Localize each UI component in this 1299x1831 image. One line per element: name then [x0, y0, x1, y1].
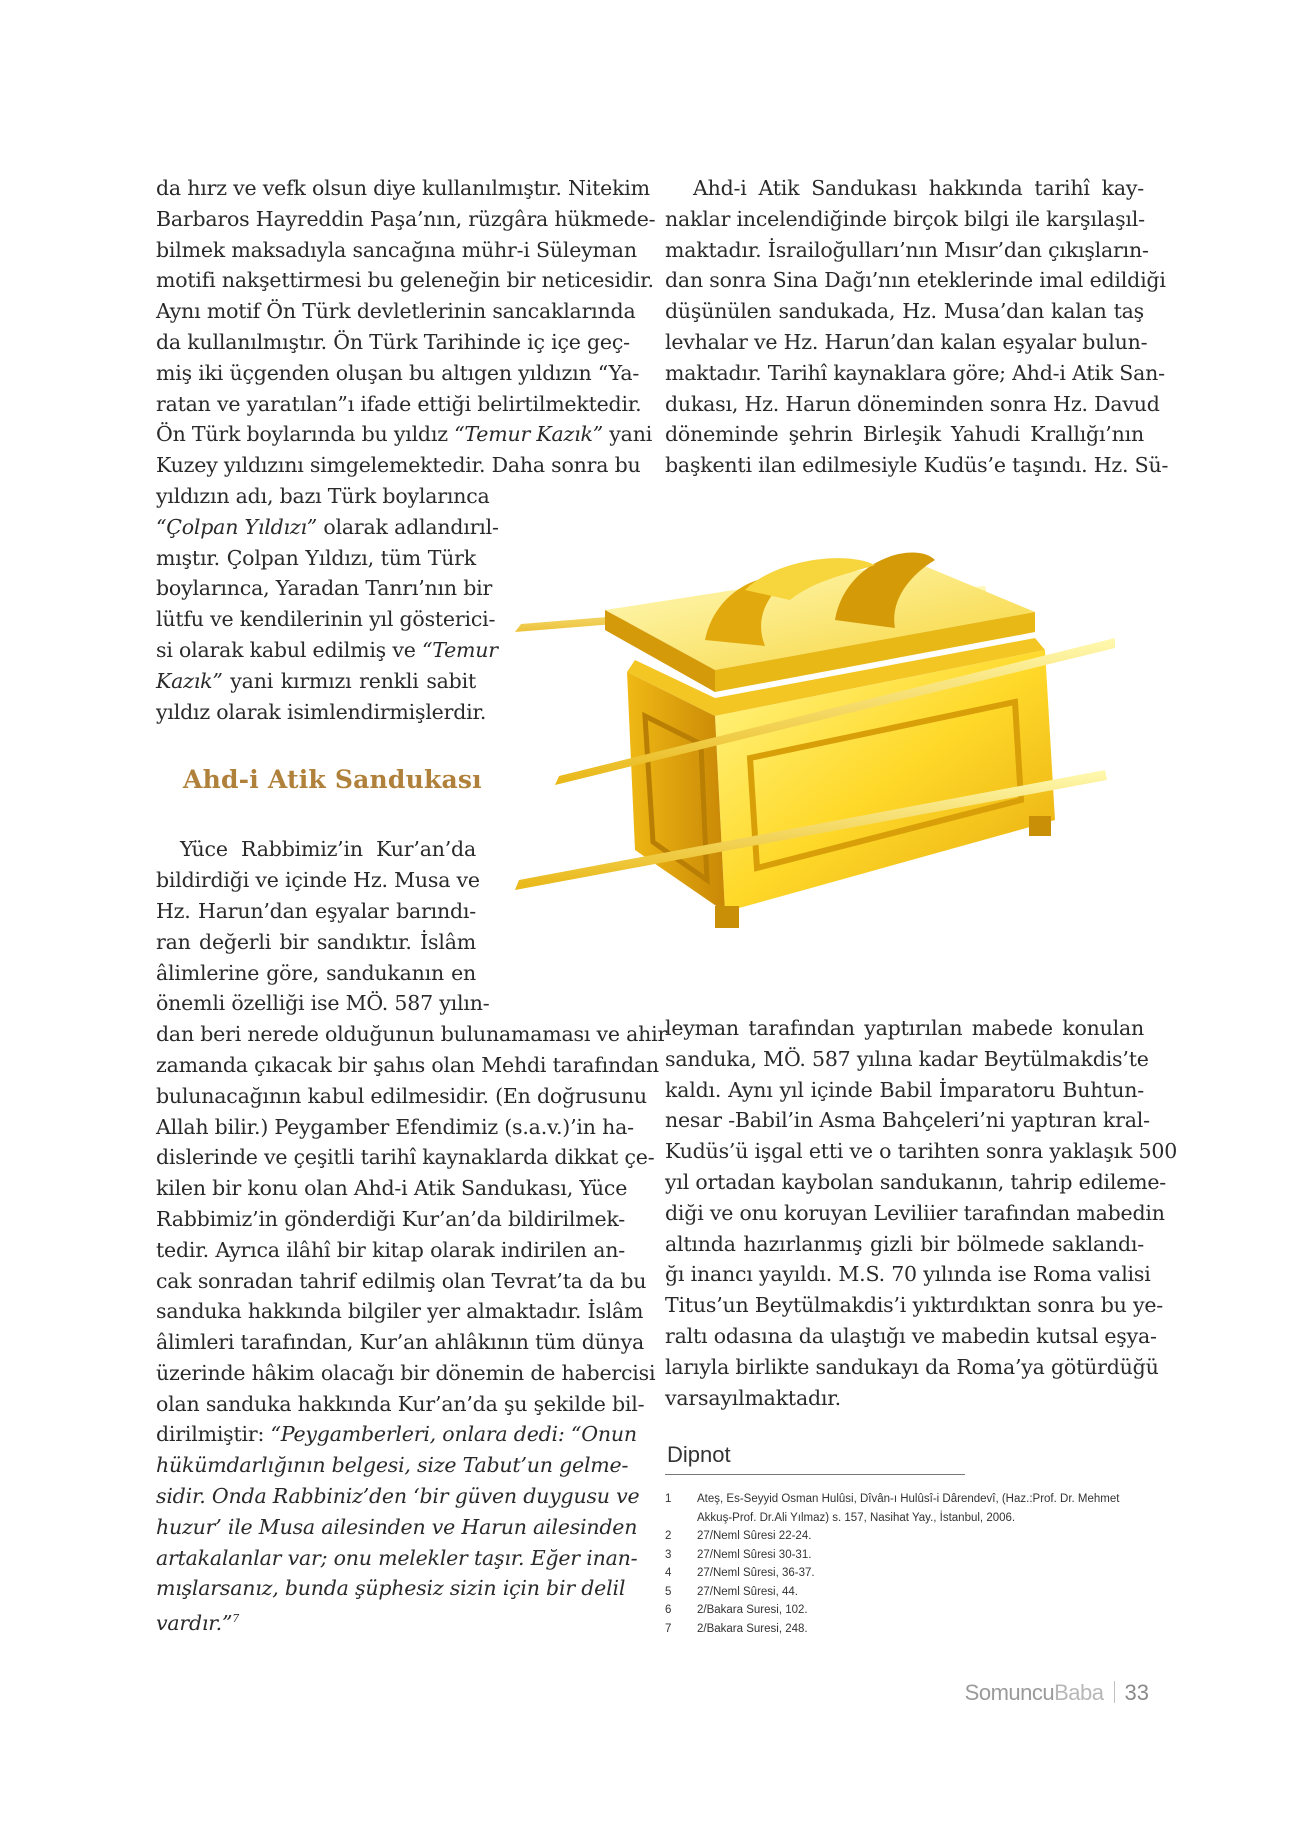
footnote-number: 1 [665, 1493, 672, 1505]
footnote-item [665, 1527, 1145, 1546]
text-line: âlimlerine göre, sandukanın en [156, 960, 476, 985]
text-line: kaldı. Aynı yıl içinde Babil İmparatoru Buhtun- [665, 1077, 1144, 1102]
italic-term: “Çolpan Yıldızı” [156, 514, 318, 539]
text-line: yıldızın adı, bazı Türk boylarınca [156, 483, 490, 508]
text-line: Ahd-i Atik Sandukası hakkında tarihî kay- [693, 176, 1144, 200]
text-fragment: si olarak kabul edilmiş ve [156, 637, 422, 662]
quote-line: sidir. Onda Rabbiniz’den ‘bir güven duygusu ve [156, 1484, 640, 1509]
text-line: Kudüs’ü işgal etti ve o tarihten sonra yaklaşık 500 [665, 1139, 1178, 1164]
text-line: bilmek maksadıyla sancağına mühr-i Süleyman [156, 237, 637, 262]
footnote-number: 6 [665, 1604, 672, 1616]
footnote-number: 3 [665, 1548, 672, 1561]
text-line [156, 635, 498, 666]
text-line: nesar -Babil’in Asma Bahçeleri’ni yaptıran kral- [665, 1108, 1150, 1133]
quote-line: mışlarsanız, bunda şüphesiz sizin için bir delil [156, 1576, 626, 1601]
text-line: bulunacağının kabul edilmesidir. (En doğrusunu [156, 1083, 647, 1108]
text-line: dan sonra Sina Dağı’nın eteklerinde imal edildiği [665, 268, 1166, 293]
footnote-ref: 7 [232, 1612, 240, 1626]
footnote-text: 27/Neml Sûresi, 36-37. [697, 1567, 815, 1579]
text-line: kilen bir konu olan Ahd-i Atik Sandukası, Yüce [156, 1176, 628, 1201]
text-fragment: yani [602, 422, 653, 447]
footnote-number: 2 [665, 1530, 672, 1542]
text-line: bildirdiği ve içinde Hz. Musa ve [156, 868, 480, 893]
magazine-brand-part2: Baba [1054, 1680, 1104, 1705]
text-line: Allah bilir.) Peygamber Efendimiz (s.a.v.)’in ha- [156, 1114, 634, 1139]
text-line: âlimleri tarafından, Kur’an ahlâkının tüm dünya [156, 1330, 645, 1355]
text-line: sanduka, MÖ. 587 yılına kadar Beytülmakdis’te [665, 1046, 1149, 1071]
text-line: Rabbimiz’in gönderdiği Kur’an’da bildirilmek- [156, 1206, 625, 1231]
footnote-item [665, 1490, 1145, 1527]
text-line: miş iki üçgenden oluşan bu altıgen yıldızın “Ya- [156, 360, 640, 385]
text-fragment: Ön Türk boylarında bu yıldız [156, 422, 455, 447]
text-line: naklar incelendiğinde birçok bilgi ile karşılaşıl- [665, 206, 1145, 231]
text-line [156, 1419, 637, 1450]
footnote-text: 2/Bakara Suresi, 248. [697, 1622, 808, 1635]
text-line: mıştır. Çolpan Yıldızı, tüm Türk [156, 545, 476, 570]
text-line: motifi nakşettirmesi bu geleneğin bir neticesidir. [156, 268, 654, 293]
text-line: ğı inancı yayıldı. M.S. 70 yılında ise Roma valisi [665, 1262, 1151, 1287]
text-line: tedir. Ayrıca ilâhî bir kitap olarak indirilen an- [156, 1237, 625, 1262]
footnote-item [665, 1601, 1145, 1620]
text-line: yıl ortadan kaybolan sandukanın, tahrip edileme- [665, 1169, 1167, 1194]
ark-of-covenant-illustration [515, 520, 1115, 970]
quote-fragment: “Peygamberleri, onlara dedi: “Onun [270, 1422, 637, 1447]
text-line: diği ve onu koruyan Leviliier tarafından mabedin [665, 1200, 1165, 1225]
footnote-text: 27/Neml Sûresi, 44. [697, 1585, 798, 1598]
text-line: levhalar ve Hz. Harun’dan kalan eşyalar bulun- [665, 329, 1148, 354]
footnote-text: 27/Neml Sûresi 30-31. [697, 1548, 812, 1561]
text-line: boylarınca, Yaradan Tanrı’nın bir [156, 576, 493, 601]
text-line: Yüce Rabbimiz’in Kur’an’da [180, 837, 476, 862]
text-line: düşünülen sandukada, Hz. Musa’dan kalan taş [665, 299, 1144, 324]
text-line: Hz. Harun’dan eşyalar barındı- [156, 898, 476, 923]
text-line: larıyla birlikte sandukayı da Roma’ya götürdüğü [665, 1354, 1159, 1379]
text-line: lütfu ve kendilerinin yıl gösterici- [156, 607, 496, 632]
text-line: Barbaros Hayreddin Paşa’nın, rüzgâra hükmede- [156, 206, 656, 231]
footnote-item [665, 1583, 1145, 1602]
footnote-item [665, 1620, 1145, 1639]
right-column-top [665, 173, 1169, 481]
italic-term: “Temur Kazık” [454, 422, 603, 447]
section-heading: Ahd-i Atik Sandukası [183, 765, 482, 794]
text-line: önemli özelliği ise MÖ. 587 yılın- [156, 991, 490, 1016]
page-number: 33 [1124, 1680, 1149, 1705]
footnote-text: 27/Neml Sûresi 22-24. [697, 1530, 812, 1542]
text-line: yıldız olarak isimlendirmişlerdir. [156, 699, 487, 724]
text-line: Aynı motif Ön Türk devletlerinin sancaklarında [156, 299, 636, 324]
text-line: olan sanduka hakkında Kur’an’da şu şekilde bil- [156, 1391, 645, 1416]
text-line: Titus’un Beytülmakdis’i yıktırdıktan sonra bu ye- [665, 1293, 1163, 1318]
text-line: maktadır. İsrailoğulları’nın Mısır’dan çıkışların- [665, 237, 1149, 262]
quote-line [156, 1604, 625, 1639]
text-line: varsayılmaktadır. [665, 1385, 841, 1410]
text-line: da hırz ve vefk olsun diye kullanılmıştır. Nitekim [156, 176, 650, 200]
magazine-brand-part1: Somuncu [964, 1680, 1055, 1705]
quote-line: huzur’ ile Musa ailesinden ve Harun ailesinden [156, 1514, 638, 1539]
text-line: üzerinde hâkim olacağı bir dönemin de habercisi [156, 1360, 656, 1385]
text-line: Kuzey yıldızını simgelemektedir. Daha sonra bu [156, 453, 641, 478]
text-line [156, 512, 499, 543]
text-line: dukası, Hz. Harun döneminden sonra Hz. Davud [665, 391, 1160, 416]
text-line: zamanda çıkacak bir şahıs olan Mehdi tarafından [156, 1052, 659, 1077]
footnote-number: 5 [665, 1585, 672, 1598]
footnote-text: Ateş, Es-Seyyid Osman Hulûsi, Dîvân-ı Hulûsî-i Dârendevî, (Haz.:Prof. Dr. Mehmet Akkuş-Prof. Dr.Ali Yılmaz) s. 157, Nasihat Yay., İstanbul, 2006. [697, 1493, 1120, 1524]
text-fragment: dirilmiştir: [156, 1422, 271, 1447]
text-line: altında hazırlanmış gizli bir bölmede saklandı- [665, 1231, 1144, 1256]
text-line: da kullanılmıştır. Ön Türk Tarihinde iç içe geç- [156, 329, 630, 354]
quote-line: hükümdarlığının belgesi, size Tabut’un gelme- [156, 1453, 629, 1478]
text-line: raltı odasına da ulaştığı ve mabedin kutsal eşya- [665, 1323, 1157, 1348]
text-line: sanduka hakkında bilgiler yer almaktadır. İslâm [156, 1299, 644, 1324]
text-line: dan beri nerede olduğunun bulunamaması ve ahir [156, 1022, 668, 1047]
text-fragment: yani kırmızı renkli sabit [222, 668, 476, 693]
text-line: cak sonradan tahrif edilmiş olan Tevrat’ta da bu [156, 1268, 647, 1293]
quote-line: artakalanlar var; onu melekler taşır. Eğer inan- [156, 1545, 638, 1570]
text-line: ratan ve yaratılan”ı ifade ettiği belirtilmektedir. [156, 391, 642, 416]
footnotes-list [665, 1490, 1145, 1638]
text-line: başkenti ilan edilmesiyle Kudüs’e taşındı. Hz. Sü- [665, 453, 1169, 478]
right-column-bottom [665, 1013, 1178, 1413]
footer-separator [1114, 1681, 1115, 1703]
footnote-text: 2/Bakara Suresi, 102. [697, 1604, 808, 1616]
footnote-number: 7 [665, 1622, 672, 1635]
footnote-item [665, 1546, 1145, 1565]
text-line [156, 666, 476, 697]
page-footer [965, 1680, 1149, 1706]
text-line: ran değerli bir sandıktır. İslâm [156, 929, 476, 954]
quote-end: vardır.” [156, 1611, 233, 1636]
text-line: leyman tarafından yaptırılan mabede konulan [665, 1016, 1144, 1040]
footnote-number: 4 [665, 1567, 672, 1579]
text-fragment: olarak adlandırıl- [317, 514, 499, 539]
italic-term: Kazık” [156, 668, 223, 693]
text-line: maktadır. Tarihî kaynaklara göre; Ahd-i Atik San- [665, 360, 1165, 385]
text-line [156, 419, 653, 450]
text-line: dislerinde ve çeşitli tarihî kaynaklarda dikkat çe- [156, 1145, 655, 1170]
italic-term: “Temur [421, 637, 498, 662]
footnotes-title: Dipnot [667, 1442, 731, 1467]
text-line: döneminde şehrin Birleşik Yahudi Krallığı’nın [665, 422, 1144, 447]
footnote-item [665, 1564, 1145, 1583]
footnotes-divider [665, 1474, 965, 1475]
